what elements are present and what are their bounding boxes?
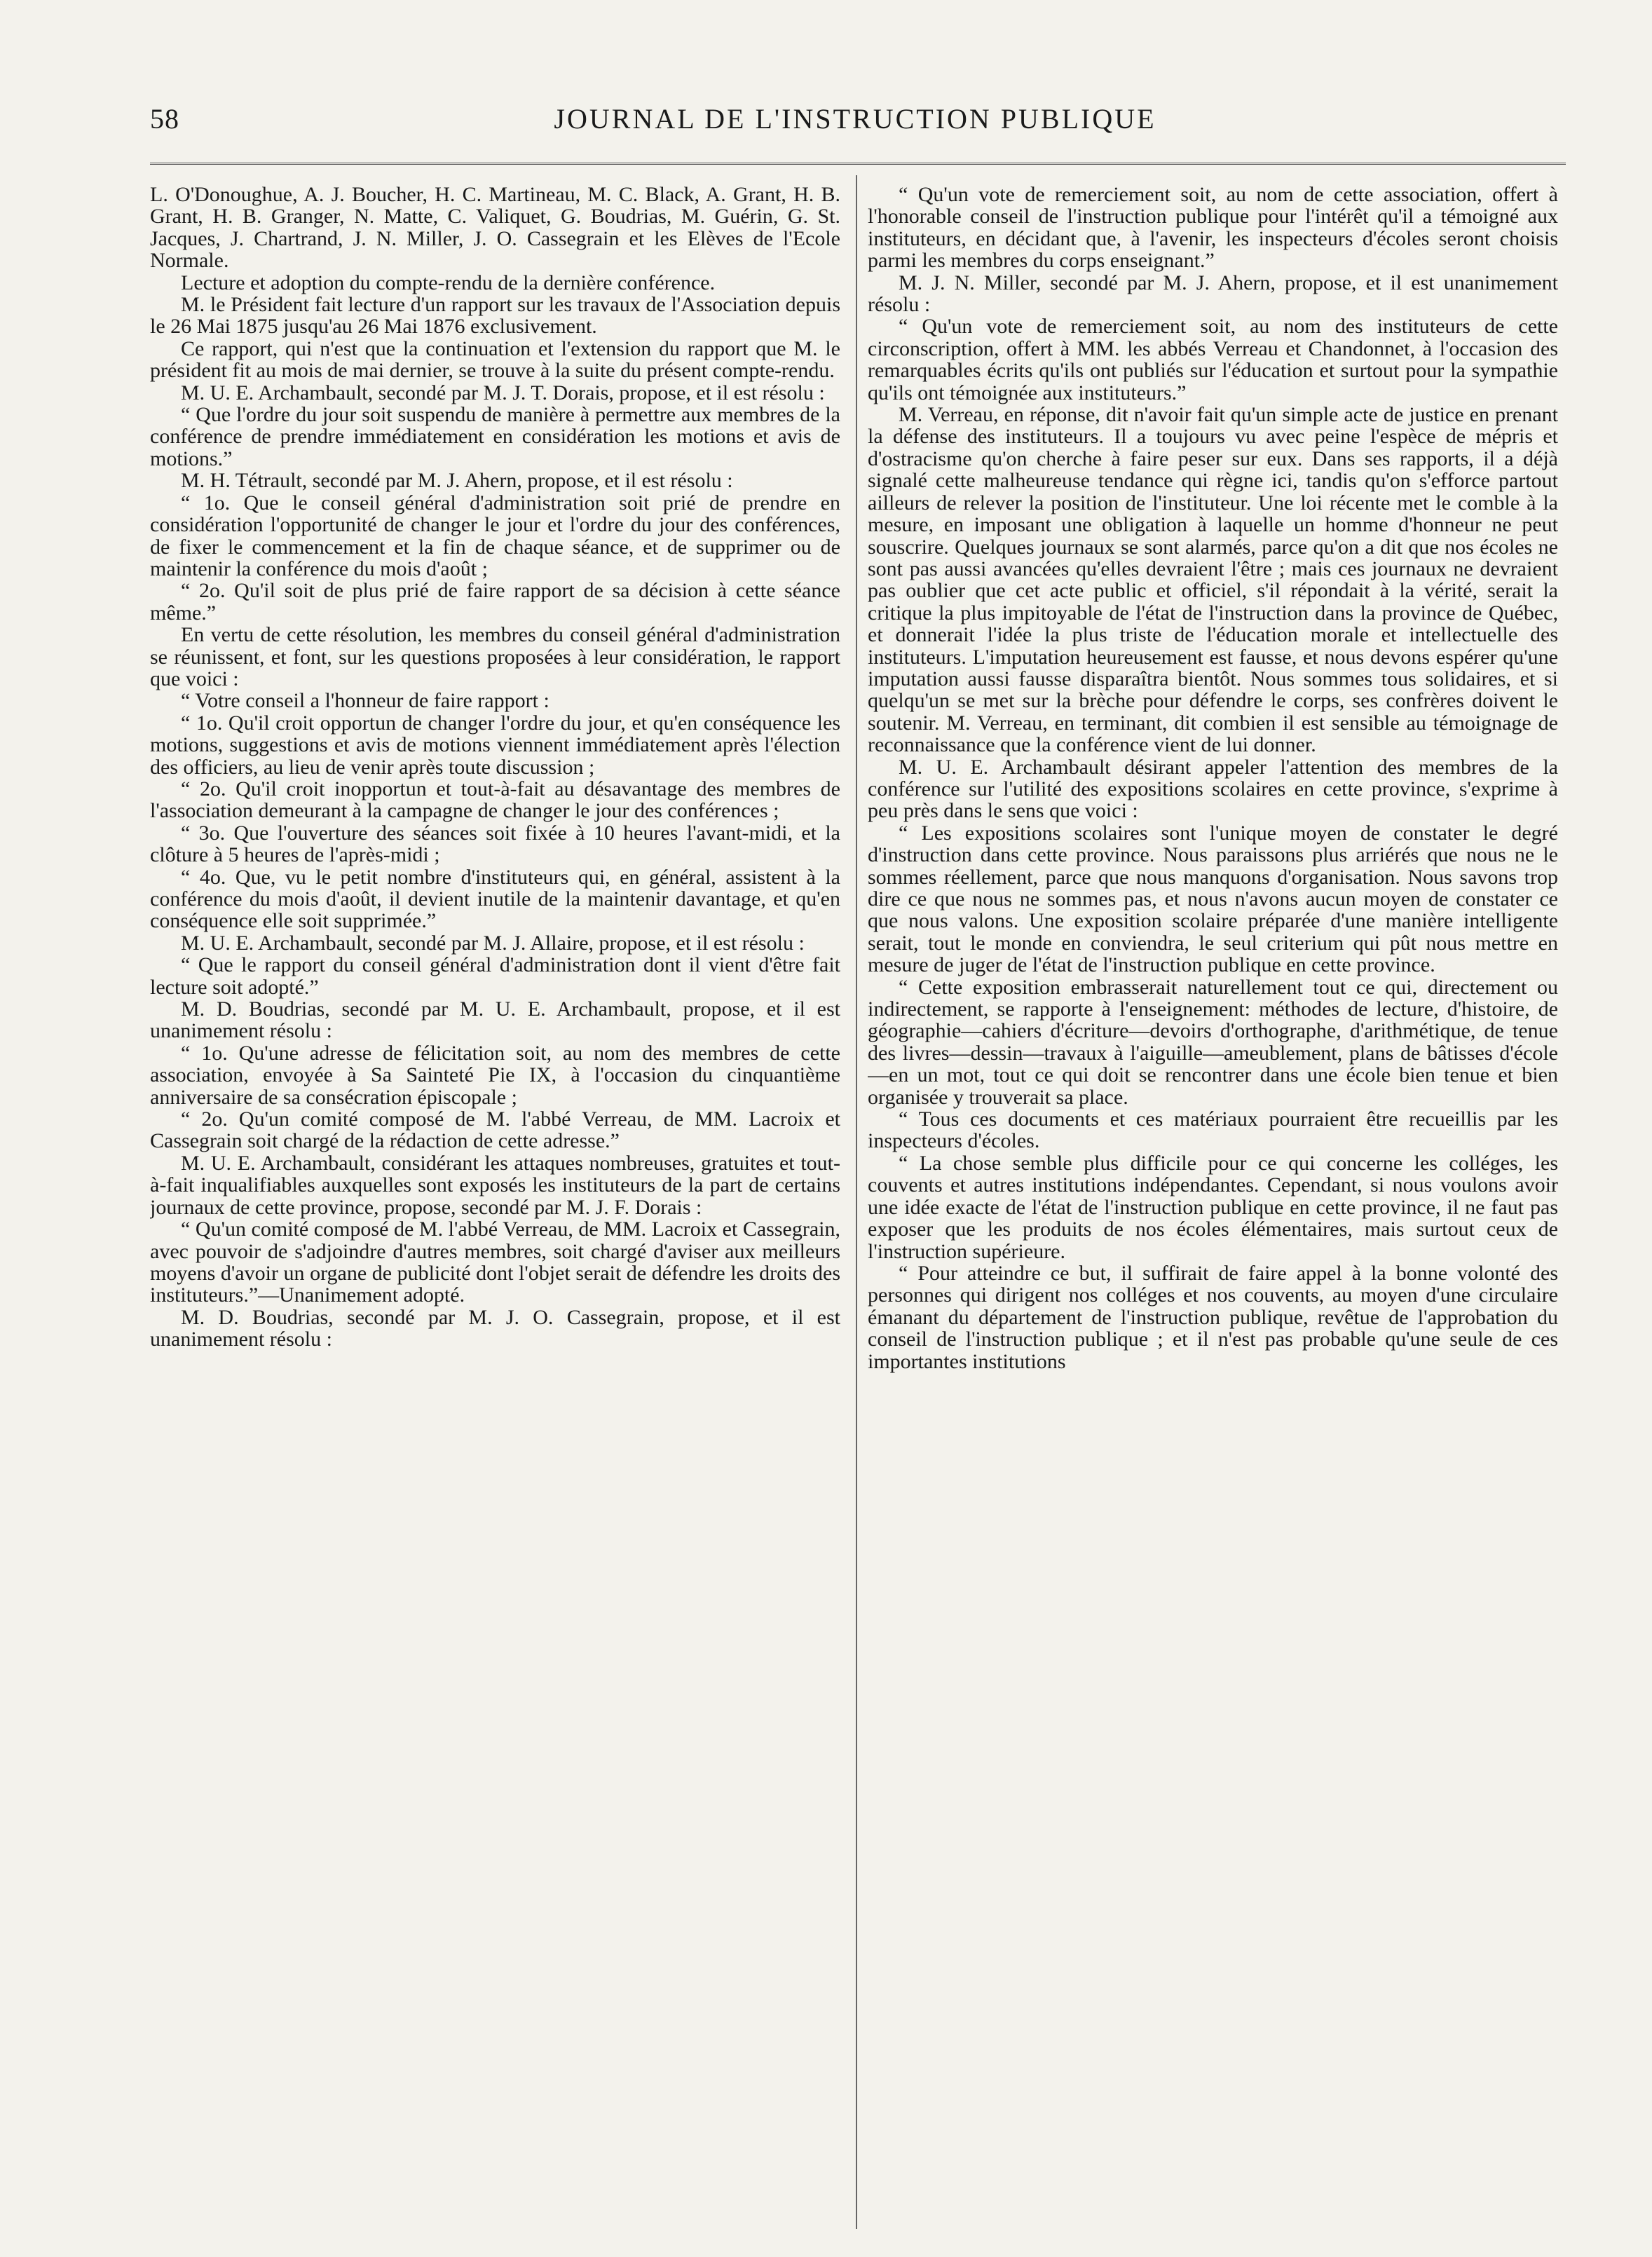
paragraph: En vertu de cette résolution, les membres du conseil général d'administration se réunissent, et font, sur les questions proposées à leur considération, le rapport que voici :	[150, 623, 840, 690]
paragraph: “ 1o. Qu'une adresse de félicitation soit, au nom des membres de cette association, envoyée à Sa Sainteté Pie IX, à l'occasion du cinquantième anniversaire de sa consécration épiscopale ;	[150, 1041, 840, 1109]
paragraph: M. H. Tétrault, secondé par M. J. Ahern, propose, et il est résolu :	[181, 469, 733, 493]
paragraph: “ 2o. Qu'un comité composé de M. l'abbé Verreau, de MM. Lacroix et Cassegrain soit chargé de la rédaction de cette adresse.”	[150, 1107, 840, 1153]
paragraph: M. D. Boudrias, secondé par M. U. E. Archambault, propose, et il est unanimement résolu :	[150, 997, 840, 1043]
header-rule	[150, 163, 1566, 165]
left-column	[150, 184, 840, 2230]
paragraph: “ 3o. Que l'ouverture des séances soit fixée à 10 heures l'avant-midi, et la clôture à 5 heures de l'après-midi ;	[150, 821, 840, 867]
paragraph: “ Pour atteindre ce but, il suffirait de faire appel à la bonne volonté des personnes qui dirigent nos colléges et nos couvents, au moyen d'une circulaire émanant du département de l'instruction publique, revêtue de l'approbation du conseil de l'instruction publique ; et il n'est pas probable qu'une seule de ces importantes institutions	[868, 1261, 1558, 1373]
paragraph: “ 1o. Qu'il croit opportun de changer l'ordre du jour, et qu'en conséquence les motions, suggestions et avis de motions viennent immédiatement après l'élection des officiers, au lieu de venir après toute discussion ;	[150, 711, 840, 779]
paragraph: M. D. Boudrias, secondé par M. J. O. Cassegrain, propose, et il est unanimement résolu :	[150, 1305, 840, 1351]
paragraph: “ Les expositions scolaires sont l'unique moyen de constater le degré d'instruction dans cette province. Nous paraissons plus arriérés que nous ne le sommes réellement, parce que nous manquons d'organisation. Nous savons trop dire ce que nous ne sommes pas, et nous n'avons aucun moyen de constater ce que nous valons. Une exposition scolaire préparée d'une manière intelligente serait, tout le monde en conviendra, le seul criterium qui pût nous mettre en mesure de juger de l'état de l'instruction publique en cette province.	[868, 821, 1558, 977]
paragraph: M. J. N. Miller, secondé par M. J. Ahern, propose, et il est unanimement résolu :	[868, 271, 1558, 317]
paragraph: “ 2o. Qu'il croit inopportun et tout-à-fait au désavantage des membres de l'association demeurant à la campagne de changer le jour des conférences ;	[150, 777, 840, 823]
paragraph: “ 1o. Que le conseil général d'administration soit prié de prendre en considération l'opportunité de changer le jour et l'ordre du jour des conférences, de fixer le commencement et la fin de chaque séance, et de supprimer ou de maintenir la conférence du mois d'août ;	[150, 491, 840, 580]
paragraph: M. U. E. Archambault, secondé par M. J. Allaire, propose, et il est résolu :	[181, 931, 805, 955]
paragraph: M. le Président fait lecture d'un rapport sur les travaux de l'Association depuis le 26 Mai 1875 jusqu'au 26 Mai 1876 exclusivement.	[150, 293, 840, 339]
paragraph: “ Qu'un vote de remerciement soit, au nom des instituteurs de cette circonscription, offert à MM. les abbés Verreau et Chandonnet, à l'occasion des remarquables écrits qu'ils ont publiés sur l'éducation et surtout pour la sympathie qu'ils ont témoignée aux instituteurs.”	[868, 315, 1558, 404]
right-column	[868, 184, 1558, 2230]
paragraph: M. Verreau, en réponse, dit n'avoir fait qu'un simple acte de justice en prenant la défense des instituteurs. Il a toujours vu avec peine l'espèce de mépris et d'ostracisme qu'on cherche à faire peser sur eux. Dans ses rapports, il a déjà signalé cette malheureuse tendance qui règne ici, tandis qu'on s'efforce partout ailleurs de relever la position de l'instituteur. Une loi récente met le comble à la mesure, en imposant une obligation à laquelle un homme d'honneur ne peut souscrire. Quelques journaux se sont alarmés, parce qu'on a dit que nos écoles ne sont pas aussi avancées qu'elles devraient l'être ; mais ces journaux ne devraient pas oublier que cet acte public et officiel, s'il répondait à la vérité, serait la critique la plus impitoyable de l'état de l'instruction dans la province de Québec, et donnerait l'idée la plus triste de l'éducation morale et intellectuelle des instituteurs. L'imputation heureusement est fausse, et nous devons espérer qu'une imputation aussi fausse disparaîtra bientôt. Nous sommes tous solidaires, et si quelqu'un se met sur la brèche pour défendre le corps, ses confrères doivent le soutenir. M. Verreau, en terminant, dit combien il est sensible au témoignage de reconnaissance que la conférence vient de lui donner.	[868, 403, 1558, 757]
page-number: 58	[150, 103, 179, 135]
paragraph: Lecture et adoption du compte-rendu de la dernière conférence.	[181, 271, 716, 294]
paragraph: “ Que l'ordre du jour soit suspendu de manière à permettre aux membres de la conférence de prendre immédiatement en considération les motions et avis de motions.”	[150, 403, 840, 470]
paragraph: “ 2o. Qu'il soit de plus prié de faire rapport de sa décision à cette séance même.”	[150, 579, 840, 625]
paragraph: “ Cette exposition embrasserait naturellement tout ce qui, directement ou indirectement, se rapporte à l'enseignement: méthodes de lecture, d'histoire, de géographie—cahiers d'écriture—devoirs d'orthographe, d'arithmétique, de tenue des livres—dessin—travaux à l'aiguille—ameublement, plans de bâtisses d'école—en un mot, tout ce qui doit se rencontrer dans une école bien tenue et bien organisée y trouverait sa place.	[868, 975, 1558, 1109]
paragraph: “ Que le rapport du conseil général d'administration dont il vient d'être fait lecture soit adopté.”	[150, 953, 840, 999]
paragraph: M. U. E. Archambault, considérant les attaques nombreuses, gratuites et tout-à-fait inqualifiables auxquelles sont exposés les instituteurs de la part de certains journaux de cette province, propose, secondé par M. J. F. Dorais :	[150, 1151, 840, 1219]
paragraph: M. U. E. Archambault, secondé par M. J. T. Dorais, propose, et il est résolu :	[181, 381, 825, 404]
paragraph: “ La chose semble plus difficile pour ce qui concerne les colléges, les couvents et autres institutions indépendantes. Cependant, si nous voulons avoir une idée exacte de l'état de l'instruction publique en cette province, il ne faut pas exposer que les produits de nos écoles élémentaires, mais surtout ceux de l'instruction supérieure.	[868, 1151, 1558, 1263]
paragraph: L. O'Donoughue, A. J. Boucher, H. C. Martineau, M. C. Black, A. Grant, H. B. Grant, H. B. Granger, N. Matte, C. Valiquet, G. Boudrias, M. Guérin, G. St. Jacques, J. Chartrand, J. N. Miller, J. O. Cassegrain et les Elèves de l'Ecole Normale.	[150, 184, 840, 273]
paragraph: Ce rapport, qui n'est que la continuation et l'extension du rapport que M. le président fit au mois de mai dernier, se trouve à la suite du présent compte-rendu.	[150, 336, 840, 383]
journal-title: JOURNAL DE L'INSTRUCTION PUBLIQUE	[554, 103, 1156, 135]
paragraph: “ Qu'un vote de remerciement soit, au nom de cette association, offert à l'honorable conseil de l'instruction publique pour l'intérêt qu'il a témoigné aux instituteurs, en décidant que, à l'avenir, les inspecteurs d'écoles seront choisis parmi les membres du corps enseignant.”	[868, 184, 1558, 273]
column-rule	[856, 175, 857, 2229]
paragraph: “ Votre conseil a l'honneur de faire rapport :	[181, 689, 549, 713]
paragraph: M. U. E. Archambault désirant appeler l'attention des membres de la conférence sur l'utilité des expositions scolaires en cette province, s'exprime à peu près dans le sens que voici :	[868, 755, 1558, 823]
paragraph: “ Qu'un comité composé de M. l'abbé Verreau, de MM. Lacroix et Cassegrain, avec pouvoir de s'adjoindre d'autres membres, soit chargé d'aviser aux meilleurs moyens d'avoir un organe de publicité dont l'objet serait de défendre les droits des instituteurs.”—Unanimement adopté.	[150, 1218, 840, 1307]
paragraph: “ 4o. Que, vu le petit nombre d'instituteurs qui, en général, assistent à la conférence du mois d'août, il devient inutile de la maintenir davantage, et qu'en conséquence elle soit supprimée.”	[150, 865, 840, 933]
paragraph: “ Tous ces documents et ces matériaux pourraient être recueillis par les inspecteurs d'écoles.	[868, 1107, 1558, 1153]
